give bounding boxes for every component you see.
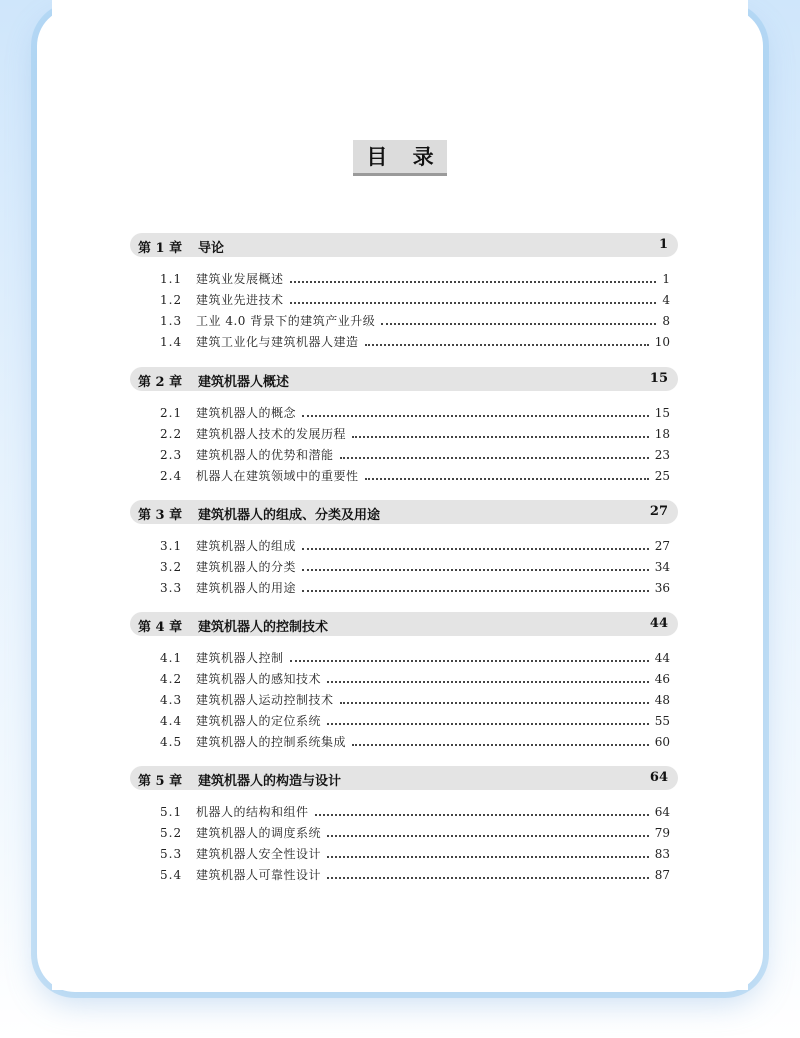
section-page-number: 8 xyxy=(662,314,670,328)
section-entry[interactable] xyxy=(130,670,670,688)
section-title: 工业 4.0 背景下的建筑产业升级 xyxy=(196,314,376,328)
section-entry[interactable] xyxy=(130,845,670,863)
section-number: 3.2 xyxy=(160,560,183,574)
chapter-number: 第 4 章 xyxy=(138,620,183,635)
chapter-title: 导论 xyxy=(198,241,225,256)
chapter-title: 建筑机器人的控制技术 xyxy=(198,620,329,635)
section-title: 建筑机器人控制 xyxy=(196,651,284,665)
section-entry[interactable] xyxy=(130,404,670,422)
section-title: 机器人的结构和组件 xyxy=(196,805,309,819)
section-title: 建筑机器人的感知技术 xyxy=(196,672,322,686)
section-title: 建筑机器人的组成 xyxy=(196,539,297,553)
chapter-title: 建筑机器人的组成、分类及用途 xyxy=(198,508,381,523)
section-entry[interactable] xyxy=(130,649,670,667)
chapter-page-number: 27 xyxy=(649,504,668,519)
section-number: 5.2 xyxy=(160,826,183,840)
dot-leader xyxy=(327,855,649,858)
section-entry[interactable] xyxy=(130,270,670,288)
section-page-number: 27 xyxy=(654,539,670,553)
section-page-number: 1 xyxy=(662,272,670,286)
section-number: 4.2 xyxy=(160,672,183,686)
section-title: 建筑机器人的用途 xyxy=(196,581,297,595)
section-title: 建筑业先进技术 xyxy=(196,293,284,307)
section-entry[interactable] xyxy=(130,803,670,821)
section-entry[interactable] xyxy=(130,712,670,730)
section-entry[interactable] xyxy=(130,333,670,351)
chapter-number: 第 3 章 xyxy=(138,508,183,523)
chapter-page-number: 1 xyxy=(658,237,668,252)
section-number: 2.3 xyxy=(160,448,183,462)
section-entry[interactable] xyxy=(130,691,670,709)
section-number: 4.4 xyxy=(160,714,183,728)
dot-leader xyxy=(302,414,649,417)
chapter-number: 第 2 章 xyxy=(138,375,183,390)
section-number: 1.4 xyxy=(160,335,183,349)
dot-leader xyxy=(302,589,649,592)
section-number: 2.1 xyxy=(160,406,183,420)
chapter-heading[interactable] xyxy=(130,233,678,257)
dot-leader xyxy=(302,568,649,571)
chapter-page-number: 15 xyxy=(649,371,668,386)
dot-leader xyxy=(290,659,649,662)
section-title: 机器人在建筑领域中的重要性 xyxy=(196,469,359,483)
section-entry[interactable] xyxy=(130,558,670,576)
dot-leader xyxy=(340,701,649,704)
section-page-number: 4 xyxy=(662,293,670,307)
chapter-number: 第 5 章 xyxy=(138,774,183,789)
dot-leader xyxy=(315,813,649,816)
section-title: 建筑工业化与建筑机器人建造 xyxy=(196,335,359,349)
section-number: 5.1 xyxy=(160,805,183,819)
section-title: 建筑机器人可靠性设计 xyxy=(196,868,322,882)
section-number: 1.1 xyxy=(160,272,183,286)
section-entry[interactable] xyxy=(130,866,670,884)
section-page-number: 34 xyxy=(654,560,670,574)
section-page-number: 48 xyxy=(654,693,670,707)
section-title: 建筑机器人的分类 xyxy=(196,560,297,574)
section-entry[interactable] xyxy=(130,425,670,443)
chapter-page-number: 44 xyxy=(649,616,668,631)
dot-leader xyxy=(381,322,656,325)
section-title: 建筑机器人的调度系统 xyxy=(196,826,322,840)
section-entry[interactable] xyxy=(130,446,670,464)
section-number: 4.1 xyxy=(160,651,183,665)
section-page-number: 55 xyxy=(654,714,670,728)
chapter-page-number: 64 xyxy=(649,770,668,785)
section-title: 建筑机器人的控制系统集成 xyxy=(196,735,347,749)
section-title: 建筑机器人安全性设计 xyxy=(196,847,322,861)
chapter-heading[interactable] xyxy=(130,766,678,790)
section-entry[interactable] xyxy=(130,291,670,309)
section-page-number: 79 xyxy=(654,826,670,840)
section-number: 5.3 xyxy=(160,847,183,861)
dot-leader xyxy=(290,301,657,304)
chapter-title: 建筑机器人概述 xyxy=(198,375,290,390)
section-number: 1.2 xyxy=(160,293,183,307)
section-entry[interactable] xyxy=(130,537,670,555)
section-page-number: 15 xyxy=(654,406,670,420)
dot-leader xyxy=(365,343,649,346)
section-entry[interactable] xyxy=(130,467,670,485)
chapter-title: 建筑机器人的构造与设计 xyxy=(198,774,342,789)
section-page-number: 83 xyxy=(654,847,670,861)
section-page-number: 46 xyxy=(654,672,670,686)
toc-title: 目 录 xyxy=(353,140,447,176)
dot-leader xyxy=(327,680,649,683)
section-title: 建筑机器人的概念 xyxy=(196,406,297,420)
section-title: 建筑机器人技术的发展历程 xyxy=(196,427,347,441)
section-number: 2.4 xyxy=(160,469,183,483)
section-number: 3.1 xyxy=(160,539,183,553)
dot-leader xyxy=(302,547,649,550)
section-page-number: 64 xyxy=(654,805,670,819)
dot-leader xyxy=(290,280,657,283)
dot-leader xyxy=(352,743,649,746)
section-number: 5.4 xyxy=(160,868,183,882)
section-page-number: 25 xyxy=(654,469,670,483)
section-entry[interactable] xyxy=(130,824,670,842)
section-title: 建筑机器人的定位系统 xyxy=(196,714,322,728)
chapter-heading[interactable] xyxy=(130,612,678,636)
section-number: 4.5 xyxy=(160,735,183,749)
section-title: 建筑业发展概述 xyxy=(196,272,284,286)
dot-leader xyxy=(365,477,649,480)
section-entry[interactable] xyxy=(130,579,670,597)
section-page-number: 60 xyxy=(654,735,670,749)
chapter-number: 第 1 章 xyxy=(138,241,183,256)
chapter-heading[interactable] xyxy=(130,367,678,391)
section-page-number: 87 xyxy=(654,868,670,882)
dot-leader xyxy=(327,722,649,725)
dot-leader xyxy=(327,834,649,837)
section-title: 建筑机器人的优势和潜能 xyxy=(196,448,334,462)
section-number: 3.3 xyxy=(160,581,183,595)
section-entry[interactable] xyxy=(130,733,670,751)
dot-leader xyxy=(327,876,649,879)
section-number: 1.3 xyxy=(160,314,183,328)
chapter-heading[interactable] xyxy=(130,500,678,524)
section-page-number: 10 xyxy=(654,335,670,349)
dot-leader xyxy=(352,435,649,438)
section-page-number: 36 xyxy=(654,581,670,595)
section-number: 2.2 xyxy=(160,427,183,441)
section-page-number: 18 xyxy=(654,427,670,441)
section-number: 4.3 xyxy=(160,693,183,707)
section-page-number: 44 xyxy=(654,651,670,665)
section-title: 建筑机器人运动控制技术 xyxy=(196,693,334,707)
section-entry[interactable] xyxy=(130,312,670,330)
dot-leader xyxy=(340,456,649,459)
section-page-number: 23 xyxy=(654,448,670,462)
